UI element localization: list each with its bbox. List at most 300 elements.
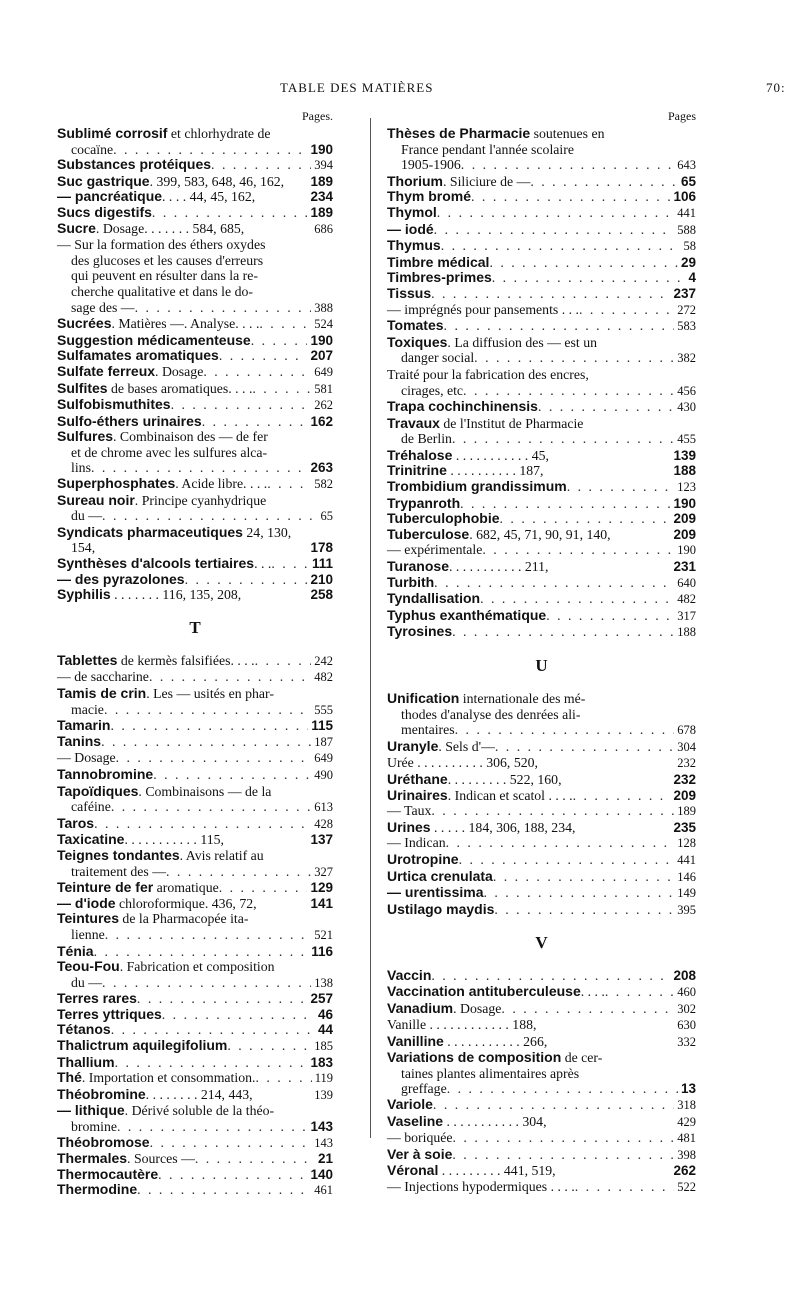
page-ref: 190 [310,141,333,157]
leader-dots [115,1055,308,1071]
index-entry [387,788,696,804]
index-entry [57,1151,333,1167]
index-entry [387,1114,696,1131]
entry-text: — des pyrazolones [57,570,185,587]
index-entry [387,772,696,788]
index-entry [57,686,333,718]
entry-text: Sulfo-éthers urinaires [57,412,202,429]
leader-dots [185,572,308,588]
index-entry [387,367,696,399]
page-ref: 116 [311,943,333,959]
page-ref: 143 [310,1119,333,1135]
index-entry [387,318,696,335]
entry-text: Sucre. Dosage. . . . . . . 584, 685, [57,219,245,236]
entry-text: — Dosage [57,750,116,766]
entry-text: danger social [401,350,475,366]
entry-text: Traité pour la fabrication des encres, [387,366,589,382]
page-ref: 430 [677,400,696,415]
leader-dots [211,157,311,173]
leader-dots [137,991,308,1007]
index-entry [387,189,696,205]
section-letter: T [189,617,201,637]
index-entry [57,381,333,398]
page-ref: 129 [310,880,333,896]
page-ref: 21 [317,1151,333,1167]
index-entry [387,691,696,739]
page-ref: 456 [677,383,696,398]
leader-dots [104,702,311,718]
index-entry [57,832,333,848]
index-entry [57,1167,333,1183]
running-header [0,80,800,100]
entry-text: Thermodine [57,1181,138,1198]
leader-dots [202,414,308,430]
entry-text: — imprégnés pour pansements . . . [387,301,579,317]
page-ref: 188 [677,625,696,640]
index-entry [57,348,333,364]
leader-dots [501,1001,674,1017]
index-entry [387,511,696,527]
index-entry [387,255,696,271]
index-entry [387,575,696,592]
leader-dots [111,1022,315,1038]
leader-dots [431,968,670,984]
leader-dots [480,591,674,607]
page-ref: 398 [677,1147,696,1162]
leader-dots [150,1135,312,1151]
entry-text: Uranyle. Sels d'— [387,737,495,754]
leader-dots [111,799,311,815]
leader-dots [219,880,308,896]
entry-text: — de saccharine [57,669,149,685]
index-entry [387,335,696,367]
entry-text: Sublimé corrosif et chlorhydrate de [57,125,271,141]
page-ref: 13 [680,1081,696,1097]
leader-dots [227,1038,311,1054]
leader-dots [605,984,674,1000]
entry-text: — pancréatique. . . . 44, 45, 162, [57,188,256,205]
index-entry [387,559,696,575]
entry-text: Trombidium grandissimum [387,478,567,495]
index-entry [57,1182,333,1199]
leader-dots [431,803,674,819]
entry-text: Taros [57,814,95,831]
page-ref: 382 [677,351,696,366]
page-ref: 262 [673,1163,696,1179]
leader-dots [434,575,674,591]
leader-dots [482,542,674,558]
entry-text: Suggestion médicamenteuse [57,331,251,348]
entry-text: Taxicatine. . . . . . . . . . . 115, [57,831,224,848]
page-number: 70: [766,80,786,95]
entry-text: cirages, etc [401,382,464,398]
entry-text: Thalictrum aquilegifolium [57,1037,228,1054]
entry-text: Sulfobismuthites [57,396,171,413]
page-ref: 272 [677,302,696,317]
entry-text: — d'iode chloroformique. 436, 72, [57,894,257,911]
entry-text: — expérimentale [387,542,483,558]
page-ref: 4 [688,270,696,286]
page-ref: 649 [314,751,333,766]
page-ref: 190 [673,495,696,511]
leader-dots [573,788,671,804]
page-ref: 332 [677,1034,696,1049]
entry-text: Toxiques. La diffusion des — est un [387,333,597,350]
leader-dots [219,348,308,364]
page-ref: 207 [310,348,333,364]
entry-text: Sucs digestifs [57,203,152,220]
index-entry [387,1001,696,1018]
page-ref: 46 [317,1006,333,1022]
index-entry [57,1087,333,1104]
page-ref: 588 [677,222,696,237]
leader-dots [153,767,311,783]
entry-text: Thym bromé [387,188,472,205]
page-ref: 190 [677,543,696,558]
index-entry [57,221,333,238]
leader-dots [452,431,674,447]
index-entry [387,286,696,302]
leader-dots [255,653,312,669]
leader-dots [152,205,308,221]
page-ref: 441 [677,205,696,220]
page-ref: 388 [314,300,333,315]
entry-text: macie [71,701,104,717]
leader-dots [105,927,312,943]
entry-text: lins [71,460,91,476]
page-ref: 58 [683,239,696,254]
entry-text: Variole [387,1096,433,1113]
page-ref: 232 [677,756,696,771]
entry-text: Ustilago maydis [387,900,495,917]
page-ref: 29 [680,254,696,270]
leader-dots [255,1070,311,1086]
page-ref: 143 [314,1135,333,1150]
entry-text: Uréthane. . . . . . . . . 522, 160, [387,770,562,787]
index-entry [57,944,333,960]
leader-dots [171,397,312,413]
leader-dots [471,189,670,205]
entry-text: Tréhalose . . . . . . . . . . . 45, [387,446,549,463]
entry-text: Tannobromine [57,765,154,782]
index-entry [57,587,333,603]
index-entry [57,205,333,221]
page-ref: 327 [314,864,333,879]
entry-text: France pendant l'année scolaire [401,141,574,157]
page-ref: 208 [673,968,696,984]
leader-dots [434,222,675,238]
index-entry [57,1055,333,1071]
entry-text: — iodé [387,220,434,237]
entry-text: Trypanroth [387,494,461,511]
leader-dots [259,316,311,332]
leader-dots [162,1007,315,1023]
index-entry [57,189,333,205]
entry-text: Unification internationale des mé- [387,690,586,706]
entry-text: mentaires [401,722,455,738]
leader-dots [474,350,674,366]
leader-dots [459,852,675,868]
index-entry [387,885,696,902]
entry-text: Teintures de la Pharmacopée ita- [57,910,249,927]
index-entry [57,476,333,493]
entry-text: Superphosphates. Acide libre. . . . [57,475,268,492]
index-entry [57,1007,333,1023]
entry-text: — boriquée [387,1130,453,1146]
entry-text: 1905-1906 [401,157,461,173]
entry-text: du — [71,508,103,524]
page-ref: 441 [677,852,696,867]
index-entry [387,984,696,1001]
entry-text: Tuberculophobie [387,510,500,527]
index-entry [387,902,696,919]
leader-dots [135,300,312,316]
page-ref: 678 [677,723,696,738]
page-ref: 115 [311,718,333,734]
entry-text: Tuberculose. 682, 45, 71, 90, 91, 140, [387,525,611,542]
leader-dots [492,270,686,286]
left-column [57,106,333,1199]
index-entry [387,174,696,190]
index-entry [57,429,333,476]
leader-dots [437,205,674,221]
page-ref: 146 [677,869,696,884]
leader-dots [575,1179,674,1195]
leader-dots [166,864,311,880]
entry-text: Synthèses d'alcools tertiaires. . . [57,555,272,572]
leader-dots [441,238,681,254]
index-entry [57,556,333,572]
index-entry [57,1070,333,1087]
index-entry [57,784,333,816]
page-ref: 461 [314,1183,333,1198]
index-entry [387,624,696,641]
entry-text: Thorium. Siliciure de — [387,172,531,189]
page-ref: 162 [310,413,333,429]
right-column [387,106,696,1196]
page-ref: 44 [317,1022,333,1038]
leader-dots [530,174,678,190]
leader-dots [452,1147,674,1163]
index-entry [57,316,333,333]
page-ref: 613 [314,800,333,815]
page-ref: 555 [314,702,333,717]
index-entry [57,157,333,174]
entry-text: Vaseline . . . . . . . . . . . 304, [387,1112,547,1129]
entry-text: Urinaires. Indican et scatol . . . . [387,786,573,803]
entry-text: Trinitrine . . . . . . . . . . 187, [387,462,544,479]
entry-text: Syndicats pharmaceutiques 24, 130, [57,523,292,540]
page-ref: 65 [320,509,333,524]
index-entry [387,591,696,608]
page-ref: 643 [677,158,696,173]
page-ref: 649 [314,364,333,379]
index-entry [387,1017,696,1034]
entry-text: qui peuvent en résulter dans la re- [71,268,258,284]
leader-dots [460,496,670,512]
entry-text: Terres rares [57,990,137,1007]
leader-dots [455,722,675,738]
entry-text: Urines . . . . . 184, 306, 188, 234, [387,818,576,835]
entry-text: des glucoses et les causes d'erreurs [71,252,264,268]
page-ref: 429 [677,1114,696,1129]
leader-dots [452,624,674,640]
entry-text: 154, [71,540,96,556]
leader-dots [94,944,309,960]
page-ref: 139 [673,447,696,463]
leader-dots [447,1081,678,1097]
header-title: TABLE DES MATIÈRES [280,80,434,95]
index-entry [57,525,333,556]
column-divider [370,118,371,1138]
entry-text: du — [71,974,103,990]
page-ref: 317 [677,608,696,623]
entry-text: de Berlin [401,431,452,447]
index-entry [387,479,696,496]
entry-text: cocaïne [71,141,114,157]
index-entry [57,896,333,912]
leader-dots [579,302,674,318]
leader-dots [113,142,307,158]
entry-text: thodes d'analyse des denrées ali- [401,706,581,722]
entry-text: Vanille . . . . . . . . . . . . 188, [387,1017,537,1033]
leader-dots [433,1097,674,1113]
index-entry [57,848,333,880]
page-ref: 128 [677,836,696,851]
page-ref: 237 [673,285,696,301]
entry-text: cherche qualitative et dans le do- [71,283,253,299]
entry-text: Suc gastrique. 399, 583, 648, 46, 162, [57,172,285,189]
entry-text: Variations de composition de cer- [387,1049,603,1066]
index-entry [387,270,696,286]
page-ref: 482 [677,592,696,607]
leader-dots [271,556,309,572]
leader-dots [158,1167,307,1183]
entry-text: Syphilis . . . . . . . 116, 135, 208, [57,586,242,603]
page-ref: 524 [314,317,333,332]
leader-dots [538,399,674,415]
page-ref: 187 [314,734,333,749]
entry-text: Tamis de crin. Les — usités en phar- [57,685,274,701]
entry-text: greffage [401,1081,447,1097]
entry-text: Timbre médical [387,253,490,270]
entry-text: Thymus [387,237,441,254]
leader-dots [116,750,312,766]
leader-dots [267,476,311,492]
leader-dots [446,835,675,851]
leader-dots [203,364,311,380]
entry-text: Tapoïdiques. Combinaisons — de la [57,782,272,799]
index-entry [387,1097,696,1114]
page-ref: 235 [673,819,696,835]
page-ref: 394 [314,158,333,173]
page-ref: 209 [673,787,696,803]
entry-text: Terres yttriques [57,1005,162,1022]
index-entry [57,414,333,430]
page-ref: 582 [314,477,333,492]
page-ref: 190 [310,332,333,348]
index-entry [387,835,696,852]
index-entry [387,399,696,416]
index-entry [387,755,696,772]
index-entry [57,750,333,767]
index-entry [387,496,696,512]
entry-text: Tanins [57,732,102,749]
page-ref: 65 [680,173,696,189]
entry-text: Thé. Importation et consommation. [57,1069,256,1086]
page-ref: 482 [314,670,333,685]
leader-dots [546,608,674,624]
entry-text: traitement des — [71,863,167,879]
entry-text: Sucrées. Matières —. Analyse. . . . [57,315,260,332]
leader-dots [102,508,317,524]
entry-text: Teinture de fer aromatique [57,879,219,896]
entry-text: Thèses de Pharmacie soutenues en [387,125,605,141]
index-entry [57,991,333,1007]
index-entry [387,608,696,625]
entry-text: bromine [71,1119,117,1135]
page-ref: 137 [310,832,333,848]
page-ref: 231 [673,559,696,575]
page-ref: 140 [310,1166,333,1182]
index-entry [387,126,696,174]
entry-text: Teignes tondantes. Avis relatif au [57,846,264,863]
index-entry [57,959,333,991]
index-entry [57,572,333,588]
page-ref: 522 [677,1180,696,1195]
entry-text: Ver à soie [387,1145,453,1162]
index-entry [57,174,333,190]
entry-text: Tissus [387,284,432,301]
index-entry [387,542,696,559]
entry-text: Théobromine. . . . . . . . 214, 443, [57,1085,253,1102]
index-entry [57,493,333,525]
entry-text: Tyndallisation [387,590,481,607]
entry-text: Ténia [57,942,94,959]
page-ref: 257 [310,991,333,1007]
index-entry [387,222,696,239]
page-ref: 210 [310,571,333,587]
entry-text: Tyrosines [387,623,453,640]
section-letter: V [535,933,548,953]
index-entry [387,1147,696,1164]
pages-label: Pages. [302,109,333,123]
page-ref: 209 [673,526,696,542]
page-ref: 258 [310,587,333,603]
leader-dots [251,333,308,349]
page-ref: 304 [677,739,696,754]
page-ref: 460 [677,984,696,999]
index-entry [387,416,696,448]
entry-text: Sulfate ferreux. Dosage [57,362,204,379]
leader-dots [489,255,678,271]
leader-dots [117,1119,307,1135]
leader-dots [110,718,308,734]
leader-dots [137,1182,311,1198]
leader-dots [431,286,670,302]
leader-dots [494,902,674,918]
page-ref: 581 [314,381,333,396]
entry-text: Tomates [387,317,444,334]
entry-text: Vanilline . . . . . . . . . . . 266, [387,1032,548,1049]
index-entry [387,739,696,756]
entry-text: — lithique. Dérivé soluble de la théo- [57,1102,275,1119]
leader-dots [149,669,311,685]
entry-text: Thermales. Sources — [57,1150,195,1167]
entry-text: Sulfamates aromatiques [57,347,219,364]
page-ref: 123 [677,480,696,495]
index-entry [387,852,696,869]
